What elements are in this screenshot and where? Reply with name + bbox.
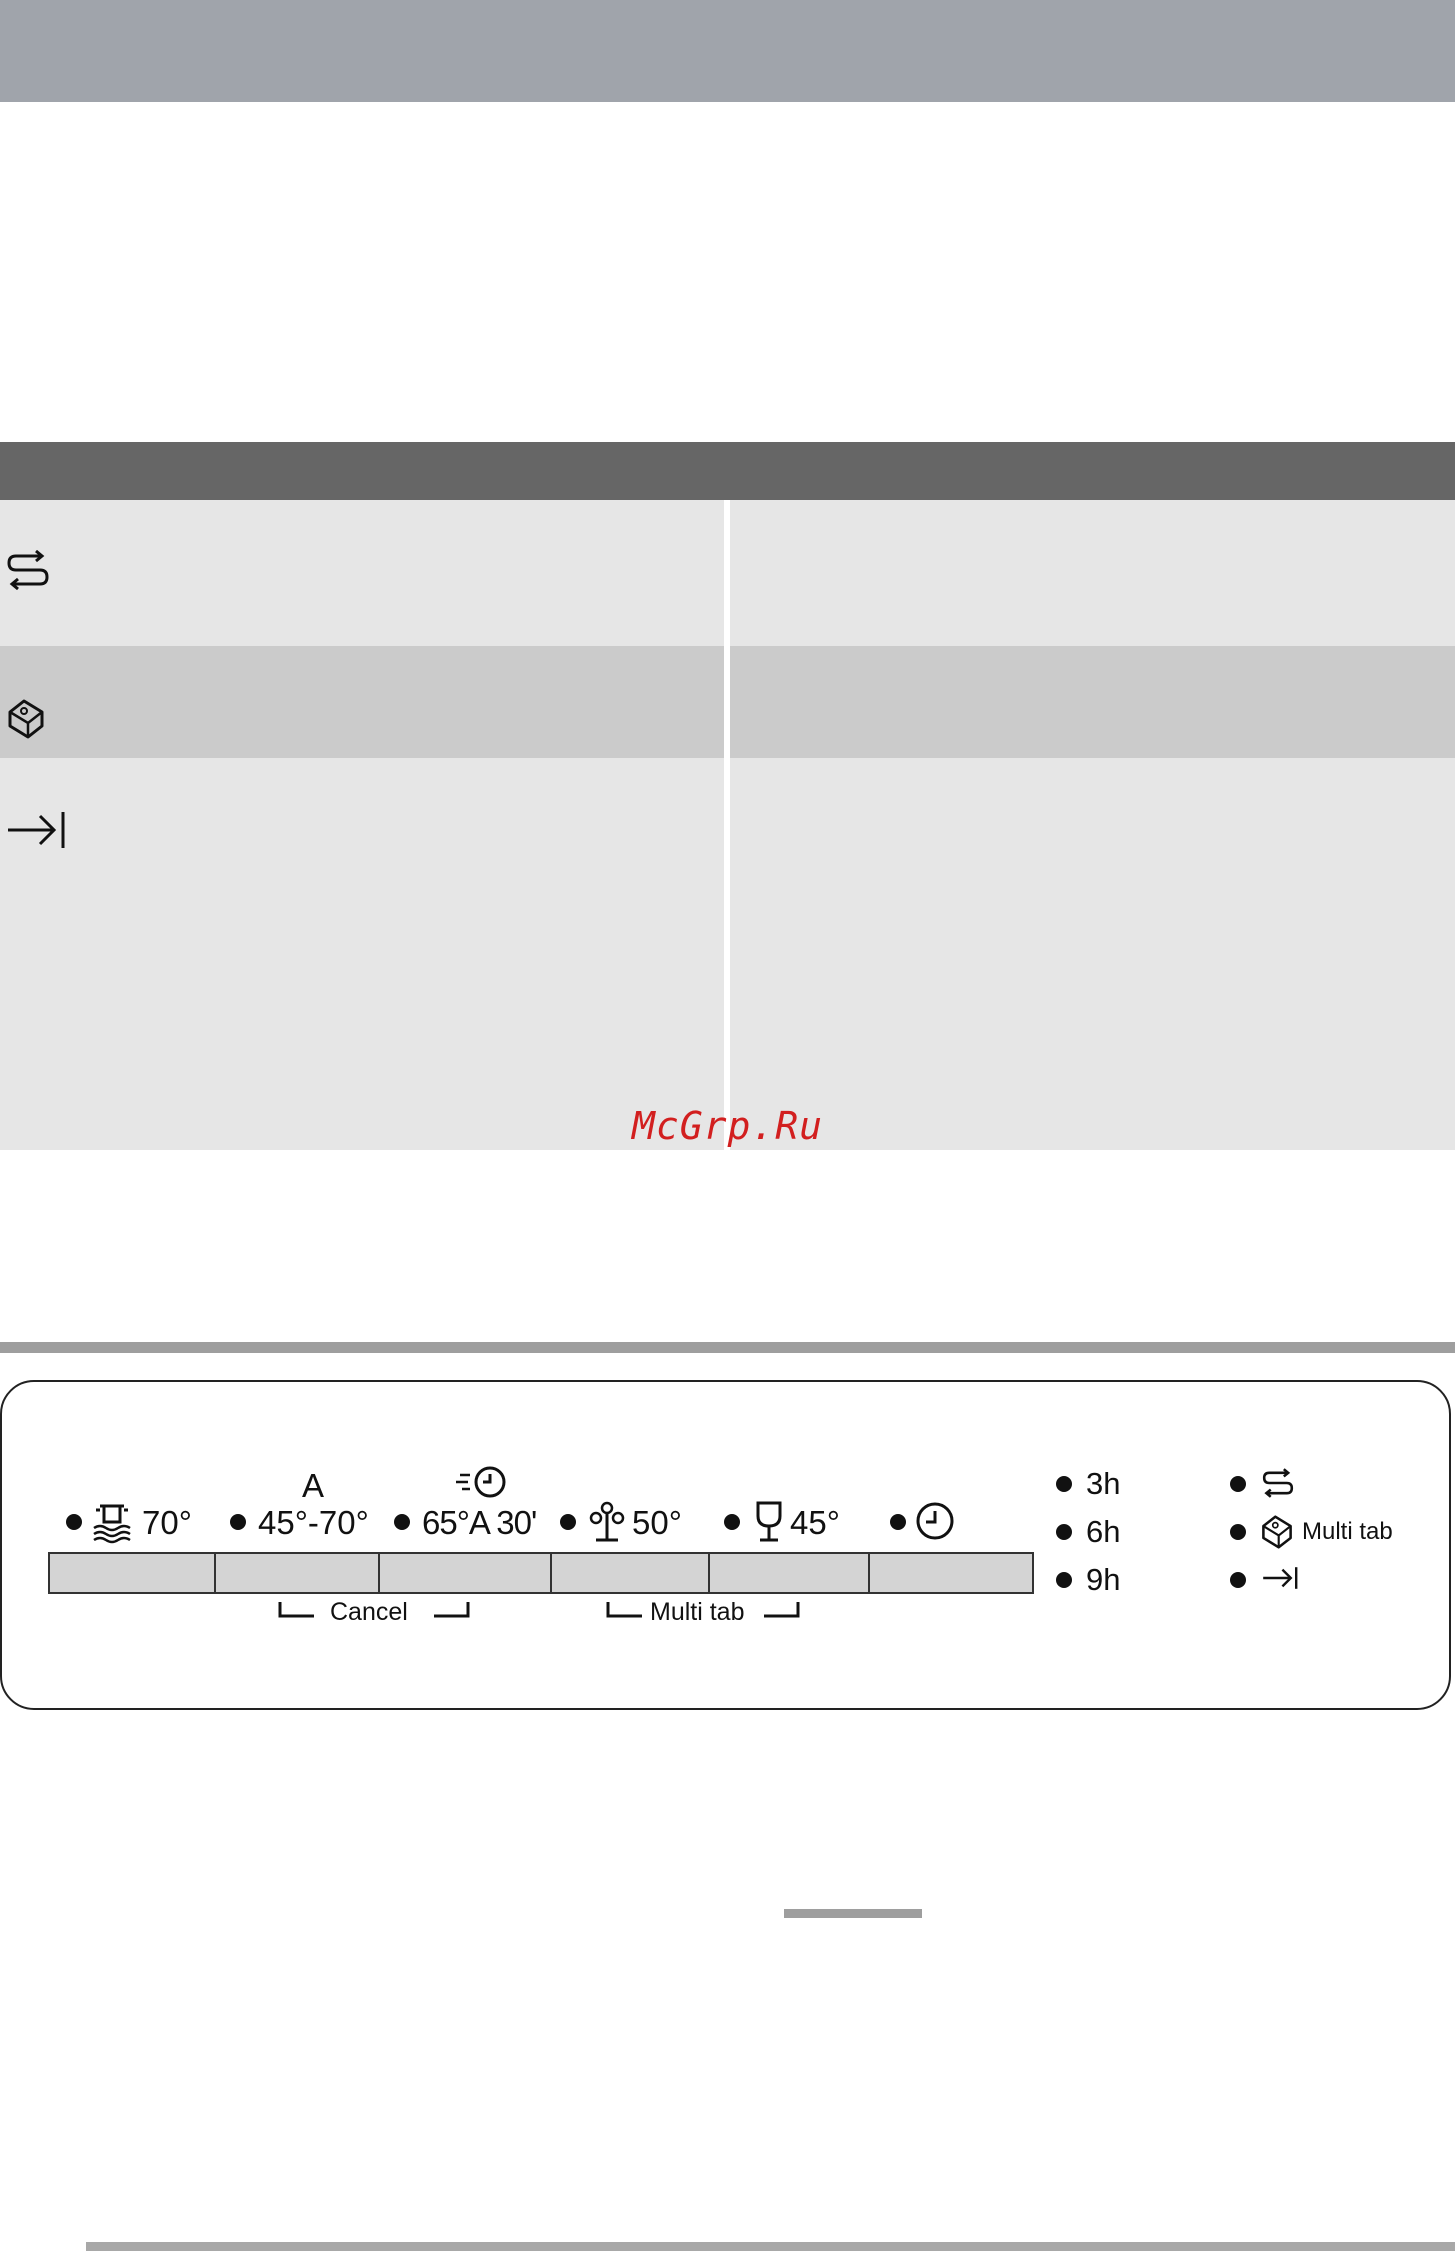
indicator-dot: [560, 1514, 576, 1530]
bottom-rule: [86, 2242, 1455, 2251]
bar-divider: [214, 1554, 216, 1592]
multitab-indicator-label: Multi tab: [1302, 1518, 1393, 1545]
program-label: 45°: [790, 1504, 840, 1541]
program-label: 50°: [632, 1504, 682, 1541]
eco-icon: [588, 1500, 626, 1544]
intensive-pot-icon: [90, 1500, 134, 1544]
bracket-left: [278, 1602, 318, 1622]
salt-refill-icon: [1262, 1468, 1294, 1498]
bracket-left: [606, 1602, 646, 1622]
table-row: [0, 646, 1455, 758]
indicator-dot: [1230, 1524, 1246, 1540]
delay-9h-label: 9h: [1086, 1562, 1121, 1597]
indicator-dot: [394, 1514, 410, 1530]
indicator-dot: [1056, 1524, 1072, 1540]
indicator-dot: [1230, 1476, 1246, 1492]
table-row: [0, 758, 1455, 1150]
table-cell-description: [730, 646, 1455, 758]
indicator-dot: [1056, 1572, 1072, 1588]
program-label: 70°: [142, 1504, 192, 1541]
clock-icon: [914, 1500, 956, 1542]
indicator-dot: [230, 1514, 246, 1530]
table-cell-description: [730, 500, 1455, 646]
multitab-icon: [1260, 1514, 1294, 1550]
salt-refill-icon: [6, 550, 50, 590]
bar-divider: [550, 1554, 552, 1592]
indicator-dot: [1230, 1572, 1246, 1588]
auto-icon: A: [302, 1467, 325, 1504]
program-label: 45°-70°: [258, 1504, 369, 1541]
indicator-dot: [724, 1514, 740, 1530]
table-cell-symbol: [0, 646, 724, 758]
glass-icon: [754, 1500, 784, 1544]
multitab-combo-label: Multi tab: [650, 1598, 745, 1626]
program-button-bar: [48, 1552, 1034, 1594]
indicator-dot: [890, 1514, 906, 1530]
program-label: 65°A 30': [422, 1504, 537, 1541]
bracket-right: [432, 1602, 472, 1622]
delay-6h-label: 6h: [1086, 1514, 1121, 1549]
quick-clock-icon: [454, 1465, 510, 1501]
indicator-dot: [1056, 1476, 1072, 1492]
table-cell-symbol: [0, 758, 724, 1150]
bar-divider: [378, 1554, 380, 1592]
delay-start-icon: [6, 808, 66, 852]
control-panel-diagram: [0, 1380, 1451, 1710]
table-header: [0, 442, 1455, 500]
indicator-dot: [66, 1514, 82, 1530]
watermark: McGrp.Ru: [631, 1104, 824, 1148]
multitab-icon: [6, 698, 46, 740]
section-divider: [0, 1342, 1455, 1353]
bar-divider: [868, 1554, 870, 1592]
bar-divider: [708, 1554, 710, 1592]
bracket-right: [762, 1602, 802, 1622]
delay-start-icon: [1262, 1564, 1298, 1592]
table-row: [0, 500, 1455, 646]
delay-3h-label: 3h: [1086, 1466, 1121, 1501]
top-header-band: [0, 0, 1455, 102]
table-cell-symbol: [0, 500, 724, 646]
table-cell-description: [730, 758, 1455, 1150]
cancel-label: Cancel: [330, 1598, 408, 1626]
short-divider: [784, 1909, 922, 1918]
